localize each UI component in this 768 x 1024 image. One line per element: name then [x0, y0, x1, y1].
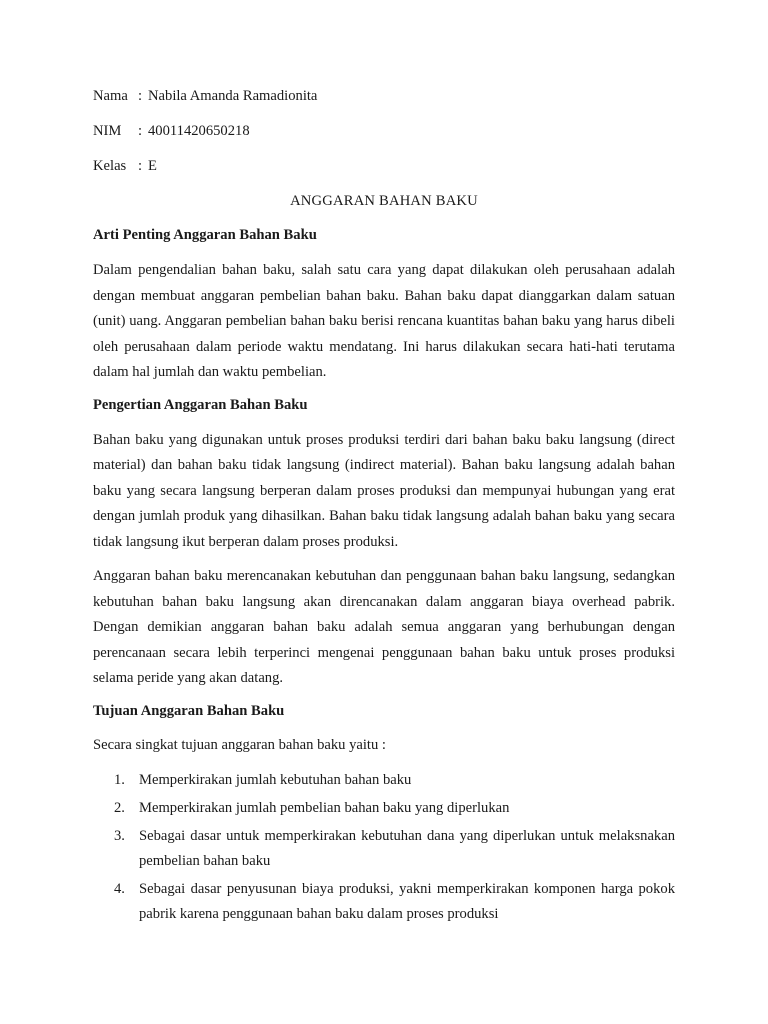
section-intro: Secara singkat tujuan anggaran bahan baku yaitu : — [93, 736, 386, 753]
section-paragraph: Bahan baku yang digunakan untuk proses produksi terdiri dari bahan baku baku langsung (direct material) dan bahan baku tidak langsung (indirect material). Bahan baku langsung adalah bahan baku yang secara langsung berperan dalam proses produksi dan mempunyai hubungan yang erat dengan jumlah produk yang dihasilkan. Bahan baku tidak langsung adalah bahan baku yang secara tidak langsung ikut berperan dalam proses produksi. — [93, 431, 675, 550]
section-heading: Pengertian Anggaran Bahan Baku — [93, 396, 308, 413]
class-separator: : — [138, 158, 143, 174]
list-item — [93, 877, 675, 927]
nim-row — [93, 121, 675, 141]
name-separator: : — [138, 88, 143, 104]
list-number: 1. — [114, 771, 125, 788]
list-number: 2. — [114, 799, 125, 816]
list-item — [93, 796, 675, 821]
class-label: Kelas — [93, 158, 127, 174]
section-heading: Arti Penting Anggaran Bahan Baku — [93, 227, 317, 243]
list-item — [93, 824, 675, 874]
document-title: ANGGARAN BAHAN BAKU — [290, 193, 478, 209]
section-heading: Tujuan Anggaran Bahan Baku — [93, 702, 285, 719]
name-value: Nabila Amanda Ramadionita — [148, 88, 318, 104]
list-text: Sebagai dasar untuk memperkirakan kebutuhan dana yang diperlukan untuk melaksnakan pembelian bahan baku — [139, 827, 675, 869]
list-text: Sebagai dasar penyusunan biaya produksi, yakni memperkirakan komponen harga pokok pabrik karena penggunaan bahan baku dalam proses produksi — [139, 880, 675, 922]
list-number: 4. — [114, 880, 125, 897]
list-text: Memperkirakan jumlah pembelian bahan baku yang diperlukan — [139, 799, 510, 816]
name-label: Nama — [93, 88, 128, 104]
nim-label: NIM — [93, 123, 122, 139]
list-number: 3. — [114, 827, 125, 844]
nim-separator: : — [138, 123, 143, 139]
class-value: E — [148, 158, 157, 174]
section-paragraph: Anggaran bahan baku merencanakan kebutuhan dan penggunaan bahan baku langsung, sedangkan kebutuhan bahan baku langsung akan direncanakan dalam anggaran biaya overhead pabrik. Dengan demikian anggaran bahan baku adalah semua anggaran yang berhubungan dengan perencanaan secara lebih terperinci mengenai penggunaan bahan baku untuk proses produksi selama peride yang akan datang. — [93, 568, 675, 686]
list-item — [93, 768, 675, 793]
document-content — [93, 86, 675, 930]
objectives-list — [93, 768, 675, 927]
class-row — [93, 156, 675, 176]
section-paragraph: Dalam pengendalian bahan baku, salah satu cara yang dapat dilakukan oleh perusahaan adalah dengan membuat anggaran pembelian bahan baku. Bahan baku dapat dianggarkan dalam satuan (unit) uang. Anggaran pembelian bahan baku berisi rencana kuantitas bahan baku yang harus dibeli oleh perusahaan dalam periode waktu mendatang. Ini harus dilakukan secara hati-hati terutama dalam hal jumlah dan waktu pembelian. — [93, 262, 675, 380]
nim-value: 40011420650218 — [148, 123, 250, 139]
name-row — [93, 86, 675, 106]
list-text: Memperkirakan jumlah kebutuhan bahan baku — [139, 771, 412, 788]
